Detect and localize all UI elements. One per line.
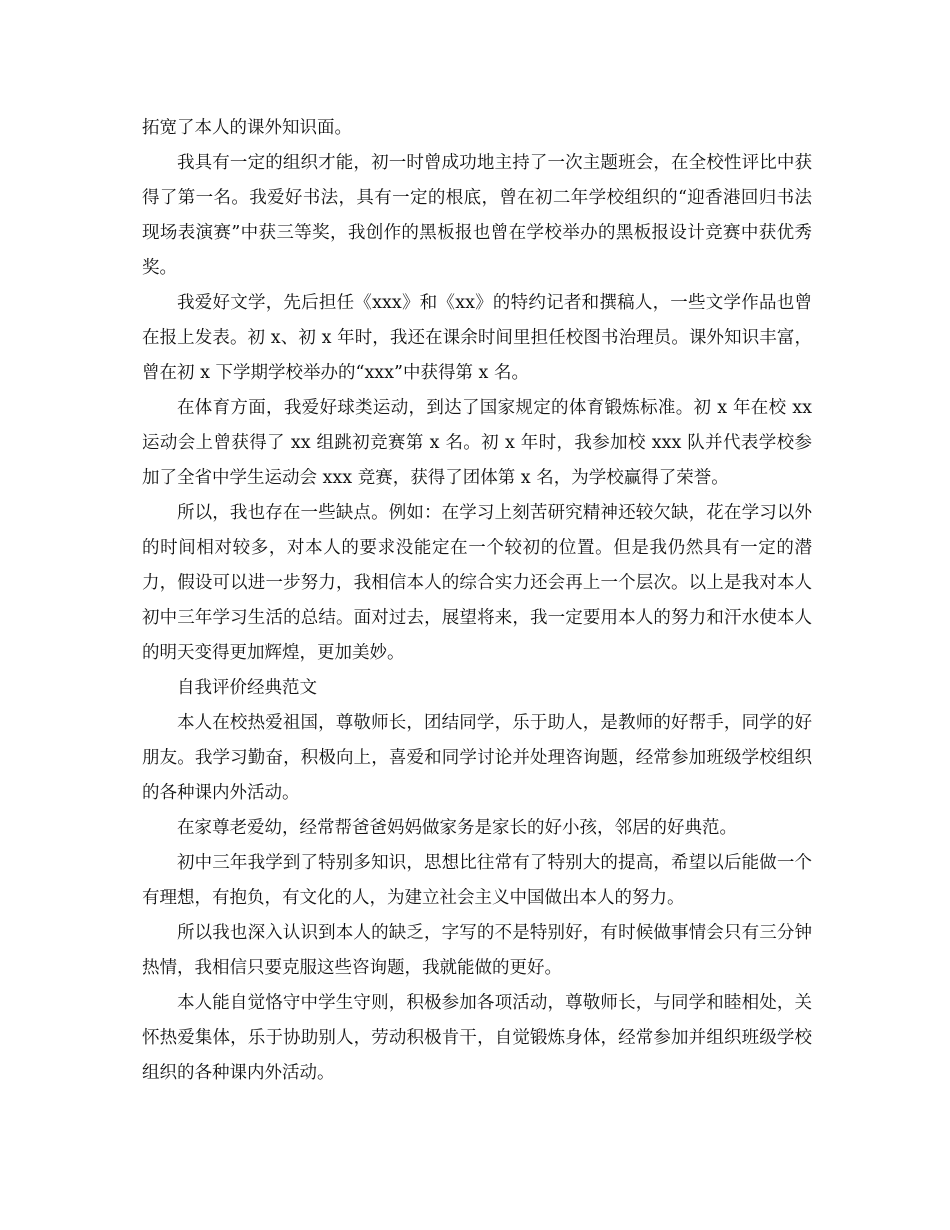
- paragraph-continuation: 拓宽了本人的课外知识面。: [142, 118, 352, 138]
- document-page: [142, 111, 812, 1091]
- paragraph-knowledge: 初中三年我学到了特别多知识，思想比往常有了特别大的提高，希望以后能做一个有理想，有抱负，有文化的人，为建立社会主义中国做出本人的努力。: [142, 853, 812, 908]
- paragraph-school: 本人在校热爱祖国，尊敬师长，团结同学，乐于助人，是教师的好帮手，同学的好朋友。我学习勤奋，积极向上，喜爱和同学讨论并处理咨询题，经常参加班级学校组织的各种课内外活动。: [142, 713, 812, 803]
- section-heading: 自我评价经典范文: [177, 678, 317, 698]
- paragraph-conduct: 本人能自觉恪守中学生守则，积极参加各项活动，尊敬师长，与同学和睦相处，关怀热爱集体，乐于协助别人，劳动积极肯干，自觉锻炼身体，经常参加并组织班级学校组织的各种课内外活动。: [142, 993, 812, 1083]
- paragraph-sports: 在体育方面，我爱好球类运动，到达了国家规定的体育锻炼标准。初 x 年在校 xx 运动会上曾获得了 xx 组跳初竞赛第 x 名。初 x 年时，我参加校 xxx 队并代表学校参加了全省中学生运动会 xxx 竞赛，获得了团体第 x 名，为学校赢得了荣誉。: [142, 398, 812, 488]
- paragraph-shortcomings: 所以，我也存在一些缺点。例如：在学习上刻苦研究精神还较欠缺，花在学习以外的时间相对较多，对本人的要求没能定在一个较初的位置。但是我仍然具有一定的潜力，假设可以进一步努力，我相信本人的综合实力还会再上一个层次。以上是我对本人初中三年学习生活的总结。面对过去，展望将来，我一定要用本人的努力和汗水使本人的明天变得更加辉煌，更加美妙。: [142, 503, 812, 663]
- paragraph-organization: 我具有一定的组织才能，初一时曾成功地主持了一次主题班会，在全校性评比中获得了第一名。我爱好书法，具有一定的根底，曾在初二年学校组织的“迎香港回归书法现场表演赛”中获三等奖，我创作的黑板报也曾在学校举办的黑板报设计竞赛中获优秀奖。: [142, 153, 812, 278]
- paragraph-improvement: 所以我也深入认识到本人的缺乏，字写的不是特别好，有时候做事情会只有三分钟热情，我相信只要克服这些咨询题，我就能做的更好。: [142, 923, 812, 978]
- paragraph-literature: 我爱好文学，先后担任《xxx》和《xx》的特约记者和撰稿人，一些文学作品也曾在报上发表。初 x、初 x 年时，我还在课余时间里担任校图书治理员。课外知识丰富，曾在初 x 下学期学校举办的“xxx”中获得第 x 名。: [142, 293, 812, 383]
- paragraph-home: 在家尊老爱幼，经常帮爸爸妈妈做家务是家长的好小孩，邻居的好典范。: [177, 818, 737, 838]
